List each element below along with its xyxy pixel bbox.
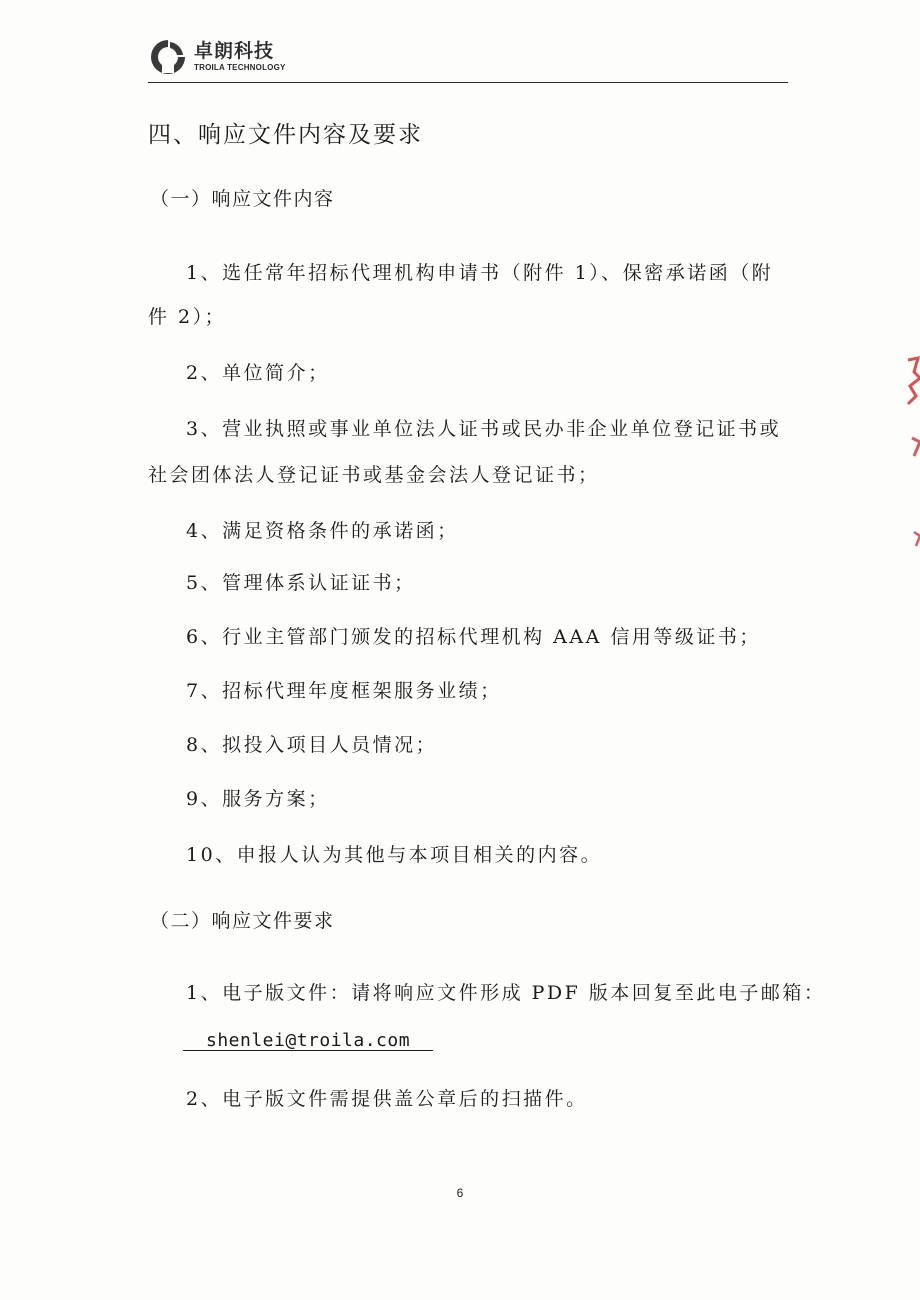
content-item-10: 10、申报人认为其他与本项目相关的内容。 — [186, 844, 603, 866]
content-item-3: 3、营业执照或事业单位法人证书或民办非企业单位登记证书或 — [186, 418, 782, 440]
content-item-3-cont: 社会团体法人登记证书或基金会法人登记证书； — [148, 464, 600, 486]
requirements-item-1: 1、电子版文件：请将响应文件形成 PDF 版本回复至此电子邮箱： — [186, 982, 826, 1004]
company-logo-text — [194, 42, 286, 72]
content-item-5: 5、管理体系认证证书； — [186, 572, 416, 594]
content-item-6: 6、行业主管部门颁发的招标代理机构 AAA 信用等级证书； — [186, 626, 761, 648]
company-name-en: TROILA TECHNOLOGY — [194, 63, 286, 72]
email-underline — [183, 1050, 433, 1051]
content-item-2: 2、单位简介； — [186, 362, 330, 384]
page-header — [148, 34, 286, 80]
requirements-item-2: 2、电子版文件需提供盖公章后的扫描件。 — [186, 1088, 588, 1110]
seal-stamp-fragment — [900, 352, 920, 552]
requirements-heading: （二）响应文件要求 — [150, 910, 335, 932]
content-item-1-cont: 件 2）； — [148, 306, 227, 328]
section-title: 四、响应文件内容及要求 — [148, 122, 423, 148]
content-item-9: 9、服务方案； — [186, 788, 330, 810]
troila-logo-icon — [148, 37, 188, 77]
content-item-7: 7、招标代理年度框架服务业绩； — [186, 680, 502, 702]
header-divider — [148, 82, 788, 83]
content-heading: （一）响应文件内容 — [150, 188, 335, 210]
contact-email: shenlei@troila.com — [206, 1030, 411, 1051]
content-item-8: 8、拟投入项目人员情况； — [186, 734, 438, 756]
company-name-cn: 卓朗科技 — [194, 40, 275, 62]
page-number: 6 — [456, 1186, 464, 1200]
content-item-1: 1、选任常年招标代理机构申请书（附件 1）、保密承诺函（附 — [186, 262, 774, 284]
content-item-4: 4、满足资格条件的承诺函； — [186, 520, 459, 542]
